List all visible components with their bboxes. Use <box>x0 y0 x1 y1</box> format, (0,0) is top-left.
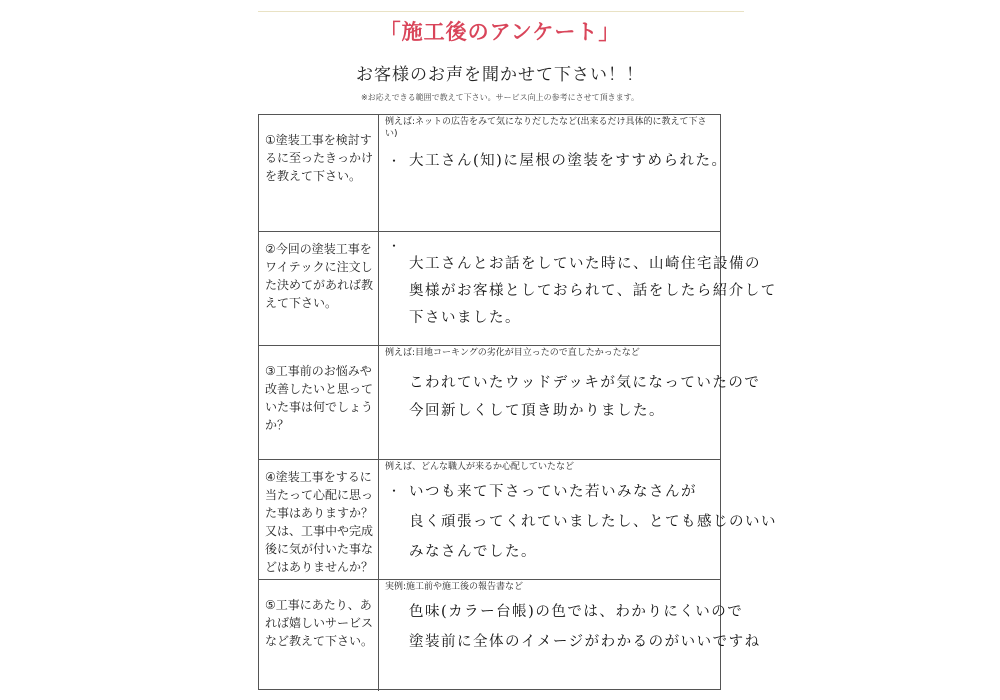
example-text: 例えば:ネットの広告をみて気になりだしたなど(出来るだけ具体的に教えて下さい) <box>385 117 707 139</box>
answer-bullet: ・ <box>388 484 401 498</box>
answer-cell <box>379 115 728 231</box>
page-title: 「施工後のアンケート」 <box>379 20 621 44</box>
survey-row-1 <box>259 115 728 232</box>
page-subtitle: お客様のお声を聞かせて下さい！！ <box>356 65 644 85</box>
question-cell <box>259 460 379 579</box>
example-text: 例えば:目地コーキングの劣化が目立ったので直したかったなど <box>385 348 640 358</box>
handwritten-answer-line: 塗装前に全体のイメージがわかるのがいいですね <box>409 634 761 650</box>
answer-bullet: ・ <box>388 154 401 168</box>
answer-cell <box>379 460 777 579</box>
answer-cell <box>379 580 761 691</box>
question-label: ⑤工事にあたり、あれば嬉しいサービスなど教えて下さい。 <box>265 598 374 648</box>
answer-bullet: ・ <box>388 239 401 253</box>
question-cell <box>259 115 379 231</box>
survey-row-3 <box>259 346 761 460</box>
example-text: 実例:施工前や施工後の報告書など <box>385 582 524 592</box>
question-cell <box>259 580 379 691</box>
handwritten-answer-line: いつも来て下さっていた若いみなさんが <box>409 484 697 500</box>
instruction-note: ※お応えできる範囲で教えて下さい。サービス向上の参考にさせて頂きます。 <box>360 93 640 102</box>
handwritten-answer-line: 大工さん(知)に屋根の塗装をすすめられた。 <box>409 153 728 169</box>
question-label: ④塗装工事をするに当たって心配に思った事はありますか？又は、工事中や完成後に気が付いた事などはありませんか？ <box>265 470 374 574</box>
question-label: ①塗装工事を検討するに至ったきっかけを教えて下さい。 <box>265 133 374 183</box>
handwritten-answer-line: 良く頑張ってくれていましたし、とても感じのいい <box>409 514 777 530</box>
survey-table <box>258 114 777 690</box>
handwritten-answer-line: 今回新しくして頂き助かりました。 <box>409 403 665 419</box>
handwritten-answer-line: 奥様がお客様としておられて、話をしたら紹介して <box>409 283 777 299</box>
question-label: ③工事前のお悩みや改善したいと思っていた事は何でしょうか？ <box>265 364 374 432</box>
example-text: 例えば、どんな職人が来るか心配していたなど <box>385 462 575 472</box>
question-cell <box>259 346 379 459</box>
survey-row-5 <box>259 580 761 691</box>
question-cell <box>259 232 379 345</box>
survey-row-4 <box>259 460 777 580</box>
handwritten-answer-line: 色味(カラー台帳)の色では、わかりにくいので <box>409 604 744 620</box>
top-divider <box>258 11 744 12</box>
handwritten-answer-line: こわれていたウッドデッキが気になっていたので <box>409 375 761 391</box>
handwritten-answer-line: 下さいました。 <box>409 310 521 326</box>
survey-row-2 <box>259 232 777 346</box>
question-label: ②今回の塗装工事をワイテックに注文した決めてがあれば教えて下さい。 <box>265 242 374 310</box>
handwritten-answer-line: 大工さんとお話をしていた時に、山崎住宅設備の <box>409 256 761 272</box>
answer-cell <box>379 232 777 345</box>
answer-cell <box>379 346 761 459</box>
handwritten-answer-line: みなさんでした。 <box>409 544 537 560</box>
